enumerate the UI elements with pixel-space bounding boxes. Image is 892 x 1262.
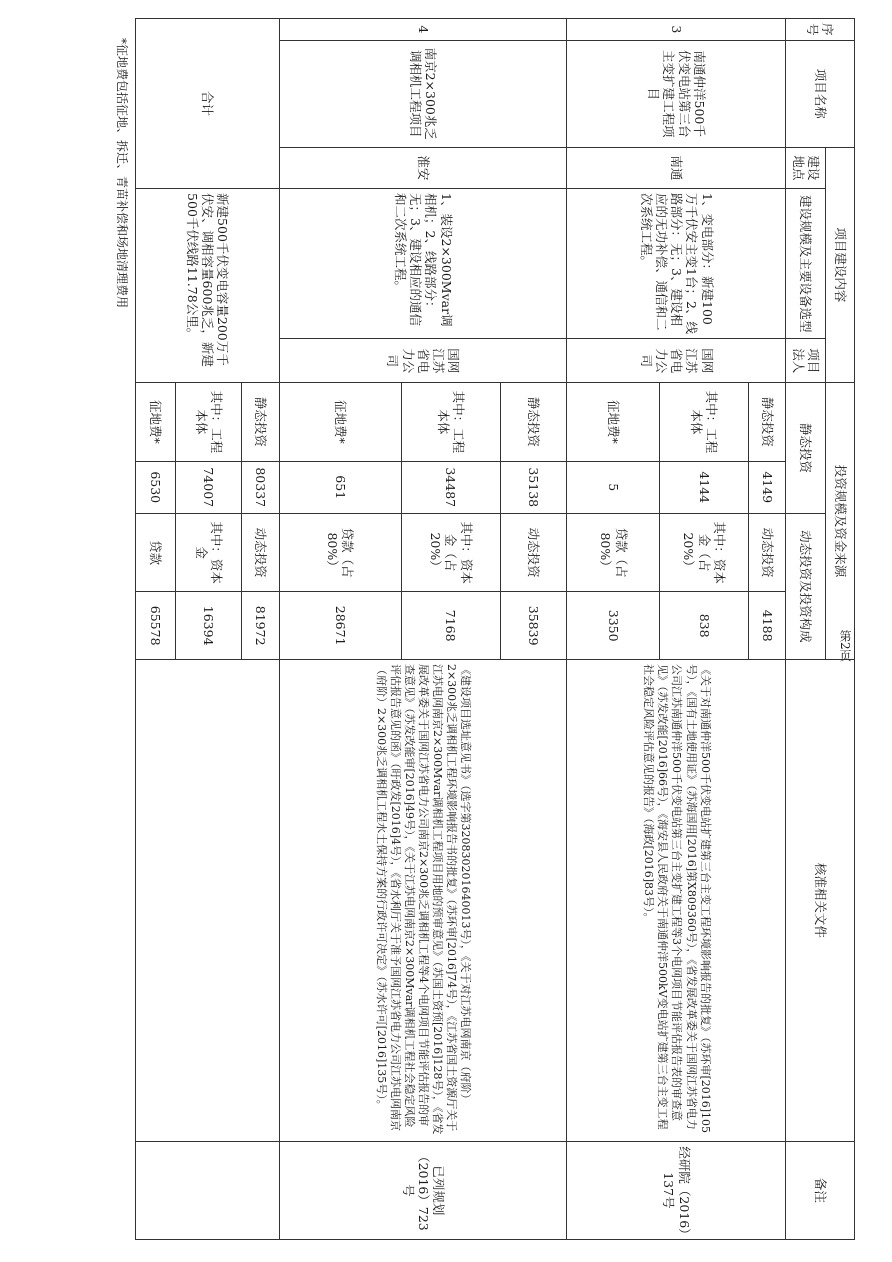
row-project-name: 南通仲洋500千伏变电站第三台主变扩建工程项目 <box>567 40 786 147</box>
row-legal-entity: 国网江苏省电力公司 <box>567 339 786 383</box>
dynamic-loan-value: 28671 <box>279 592 401 660</box>
total-label: 合计 <box>136 19 280 189</box>
footnote: *征地费包括征地、拆迁、青苗补偿和场地清理费用 <box>115 38 129 309</box>
row-seq: 3 <box>567 19 786 41</box>
static-land-value: 651 <box>279 461 401 513</box>
row-approval-docs: 《关于对南通仲洋500千伏变电站扩建第三台主变工程环境影响报告的批复》（苏环审[2016]105号），《国有土地使用证》（苏海国用[2016]第X809360号），《省发展改革委关于国网江苏省电力公司江苏南通仲洋500千伏变电站第三台主变扩建工程等3个电网项目节能评估报告表的审查意见》（苏发改能[2016]66号），《海安县人民政府关于南通仲洋500kV变电站扩建第三台主变工程社会稳定风险评估意见的报告》（海政[2016]83号）。 <box>567 659 786 1141</box>
dynamic-capital-value: 7168 <box>401 592 501 660</box>
total-capital-value: 16394 <box>175 592 241 660</box>
header-remarks: 备注 <box>786 1141 855 1239</box>
total-land-label: 征地费* <box>136 383 176 461</box>
row-scale: 1、装设2×300Mvar调相机；2、线路部分：无；3、建设相应的通信和二次系统工程。 <box>279 189 567 339</box>
total-loan-label: 贷款 <box>136 513 176 591</box>
header-legal-entity: 项目法人 <box>786 339 826 383</box>
static-total-value: 35138 <box>501 461 567 513</box>
total-dynamic-label: 动态投资 <box>242 513 280 591</box>
dynamic-loan-value: 3350 <box>567 592 660 660</box>
static-total-value: 4149 <box>748 461 786 513</box>
header-location: 建设地点 <box>786 147 826 188</box>
table-row <box>501 19 567 1240</box>
row-remarks: 经研院（2016）137号 <box>567 1141 786 1239</box>
header-static-investment: 静态投资 <box>786 383 826 514</box>
static-engineering-label: 其中：工程本体 <box>401 383 501 461</box>
total-loan-value: 65578 <box>136 592 176 660</box>
header-scale: 建设规模及主要设备选型 <box>786 189 826 339</box>
static-engineering-label: 其中：工程本体 <box>660 383 748 461</box>
row-remarks: 已列规划（2016）723号 <box>279 1141 567 1239</box>
dynamic-total-label: 动态投资 <box>501 513 567 591</box>
dynamic-capital-value: 838 <box>660 592 748 660</box>
static-engineering-value: 34487 <box>401 461 501 513</box>
dynamic-total-label: 动态投资 <box>748 513 786 591</box>
static-total-label: 静态投资 <box>748 383 786 461</box>
row-seq: 4 <box>279 19 567 41</box>
total-land-value: 6530 <box>136 461 176 513</box>
total-capital-label: 其中：资本金 <box>175 513 241 591</box>
dynamic-total-value: 35839 <box>501 592 567 660</box>
page-number: 第2页 <box>838 630 852 662</box>
static-land-label: 征地费* <box>567 383 660 461</box>
total-remarks <box>136 1141 280 1239</box>
total-approval-docs <box>136 659 280 1141</box>
static-engineering-value: 4144 <box>660 461 748 513</box>
header-project-name: 项目名称 <box>786 40 855 147</box>
row-project-name: 南京2×300兆乏调相机工程项目 <box>279 40 567 147</box>
row-location: 南通 <box>567 147 786 188</box>
total-scale: 新建500千伏变电容量200万千伏安、调相容量600兆乏，新建500千伏线路11.78公里。 <box>136 189 280 383</box>
rotated-table-page <box>115 18 855 1240</box>
total-dynamic-value: 81972 <box>242 592 280 660</box>
row-legal-entity: 国网江苏省电力公司 <box>279 339 567 383</box>
row-approval-docs: 《建设项目选址意见书》（选字第320830201640013号），《关于对江苏电网南京（府阶）2×300兆乏调相机工程环境影响报告书的批复》（苏环审[2016]74号），《江苏省国土资源厅关于江苏电网南京2×300Mvar调相机工程项目用地的预审意见》（苏国土资预[2016]128号），《省发展改革委关于国网江苏省电力公司南京2×300兆乏调相机工程等4个电网项目节能评估报告的审查意见》（苏发改能审[2016]49号），《关于江苏电网南京2×300Mvar调相机工程社会稳定风险评估报告意见的函》（盱政发[2016]4号），《省水利厅关于准予国网江苏省电力公司江苏电网南京（府阶）2×300兆乏调相机工程水土保持方案的行政许可决定》（苏水许可[2016]135号）。 <box>279 659 567 1141</box>
total-engineering-value: 74007 <box>175 461 241 513</box>
static-total-label: 静态投资 <box>501 383 567 461</box>
header-approval-docs: 核准相关文件 <box>786 659 855 1141</box>
total-row <box>242 19 280 1240</box>
dynamic-loan-label: 贷款（占80%） <box>279 513 401 591</box>
project-table <box>135 18 855 1240</box>
dynamic-loan-label: 贷款（占80%） <box>567 513 660 591</box>
static-land-value: 5 <box>567 461 660 513</box>
total-engineering-label: 其中：工程本体 <box>175 383 241 461</box>
total-static-value: 80337 <box>242 461 280 513</box>
header-investment: 投资规模及资金来源 <box>826 383 855 660</box>
header-dynamic-investment: 动态投资及投资构成 <box>786 513 826 659</box>
total-static-label: 静态投资 <box>242 383 280 461</box>
header-construction: 项目建设内容 <box>826 147 855 382</box>
header-seq: 序号 <box>786 19 855 41</box>
dynamic-total-value: 4188 <box>748 592 786 660</box>
dynamic-capital-label: 其中：资本金（占20%） <box>660 513 748 591</box>
static-land-label: 征地费* <box>279 383 401 461</box>
row-scale: 1、变电部分：新建100万千伏安主变1台；2、线路部分：无；3、建设相应的无功补偿、通信和二次系统工程。 <box>567 189 786 339</box>
row-location: 淮安 <box>279 147 567 188</box>
dynamic-capital-label: 其中：资本金（占20%） <box>401 513 501 591</box>
header-row-1 <box>826 19 855 1240</box>
table-row <box>748 19 786 1240</box>
